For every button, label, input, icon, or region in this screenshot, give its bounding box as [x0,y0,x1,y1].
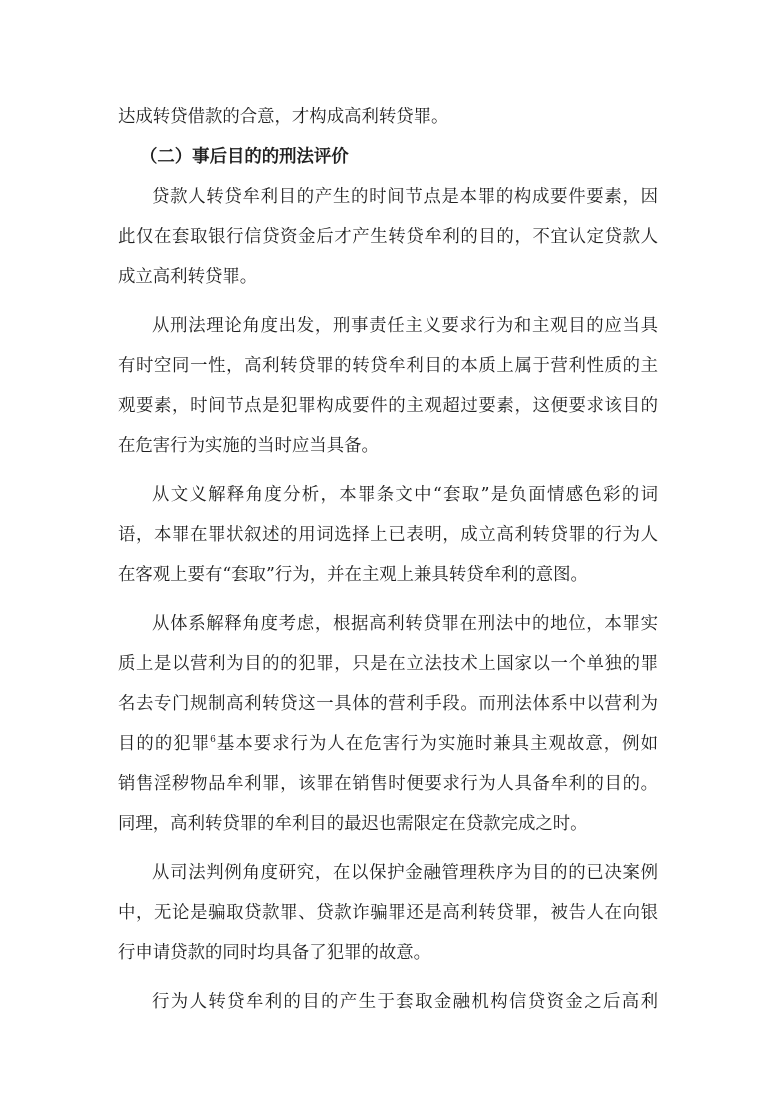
section-heading: （二）事后目的的刑法评价 [140,147,349,167]
text-line: 行申请贷款的同时均具备了犯罪的故意。 [118,943,432,963]
text-line: 语，本罪在罪状叙述的用词选择上已表明，成立高利转贷罪的行为人 [118,525,658,545]
text-line: 同理，高利转贷罪的牟利目的最迟也需限定在贷款完成之时。 [118,814,588,834]
text-line: 销售淫秽物品牟利罪，该罪在销售时便要求行为人具备牟利的目的。 [118,774,658,794]
text-line: 名去专门规制高利转贷这一具体的营利手段。而刑法体系中以营利为 [118,694,658,714]
text-line: 成立高利转贷罪。 [118,267,258,287]
text-line: 中，无论是骗取贷款罪、贷款诈骗罪还是高利转贷罪，被告人在向银 [118,903,658,923]
text-fragment: 基本要求行为人在危害行为实施时兼具主观故意，例如 [215,734,658,754]
text-fragment: 目的的犯罪 [118,734,211,754]
text-line: 在危害行为实施的当时应当具备。 [118,436,379,456]
text-line: 从司法判例角度研究，在以保护金融管理秩序为目的的已决案例 [152,863,658,883]
text-line: 从刑法理论角度出发，刑事责任主义要求行为和主观目的应当具 [152,316,658,336]
text-line: 在客观上要有“套取”行为，并在主观上兼具转贷牟利的意图。 [118,565,588,585]
text-line: 行为人转贷牟利的目的产生于套取金融机构信贷资金之后高利 [152,992,658,1012]
text-line: 有时空同一性，高利转贷罪的转贷牟利目的本质上属于营利性质的主 [118,356,658,376]
text-line: 从体系解释角度考虑，根据高利转贷罪在刑法中的地位，本罪实 [152,614,658,634]
text-line: 观要素，时间节点是犯罪构成要件的主观超过要素，这便要求该目的 [118,396,658,416]
text-line [118,724,658,764]
text-line: 达成转贷借款的合意，才构成高利转贷罪。 [118,107,449,127]
text-line: 从文义解释角度分析，本罪条文中“套取”是负面情感色彩的词 [152,485,658,505]
body-text [118,97,658,1022]
text-line: 质上是以营利为目的的犯罪，只是在立法技术上国家以一个单独的罪 [118,654,658,674]
text-line: 此仅在套取银行信贷资金后才产生转贷牟利的目的，不宜认定贷款人 [118,227,658,247]
text-line: 贷款人转贷牟利目的产生的时间节点是本罪的构成要件要素，因 [152,187,658,207]
footnote-marker[interactable]: 6 [210,735,216,746]
